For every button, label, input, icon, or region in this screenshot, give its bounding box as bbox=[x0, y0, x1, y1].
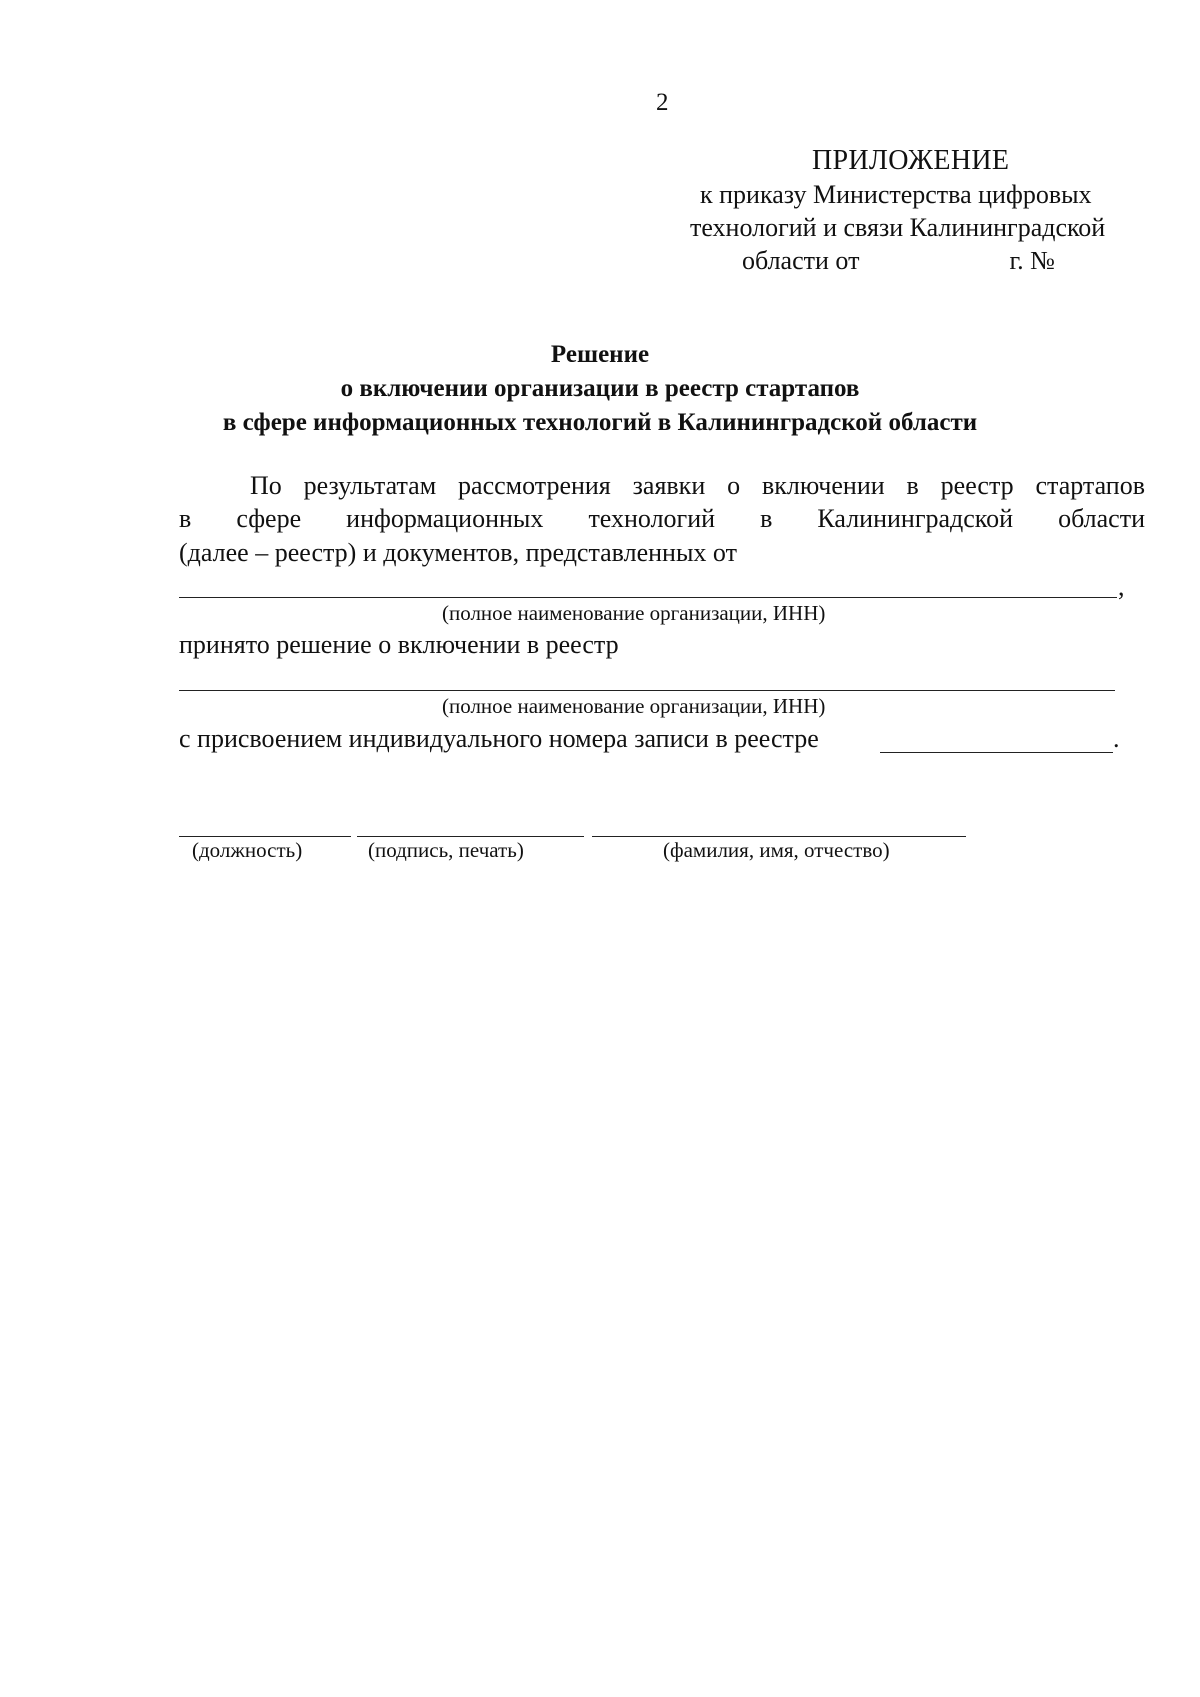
position-caption: (должность) bbox=[192, 838, 303, 862]
signature-caption: (подпись, печать) bbox=[368, 838, 524, 862]
appendix-line-2: технологий и связи Калининградской bbox=[690, 213, 1106, 242]
appendix-line-1: к приказу Министерства цифровых bbox=[700, 180, 1092, 209]
full-name-caption: (фамилия, имя, отчество) bbox=[663, 838, 890, 862]
decision-title-line-3: в сфере информационных технологий в Калининградской области bbox=[222, 409, 978, 436]
decision-title-line-2: о включении организации в реестр стартапов bbox=[340, 375, 860, 402]
page-number: 2 bbox=[656, 89, 669, 116]
record-number-line: с присвоением индивидуального номера записи в реестре bbox=[179, 724, 819, 753]
org-name-blank-2 bbox=[179, 690, 1115, 691]
appendix-number-label: г. № bbox=[1009, 246, 1055, 275]
period: . bbox=[1113, 724, 1120, 753]
comma: , bbox=[1118, 572, 1125, 601]
appendix-line-3 bbox=[742, 246, 1055, 276]
org-caption-2: (полное наименование организации, ИНН) bbox=[442, 694, 826, 718]
paragraph-line-3: (далее – реестр) и документов, представленных от bbox=[179, 538, 737, 567]
appendix-title: ПРИЛОЖЕНИЕ bbox=[812, 145, 1010, 176]
paragraph-line-2: в сфере информационных технологий в Калининградской области bbox=[179, 504, 1145, 533]
decision-line: принято решение о включении в реестр bbox=[179, 630, 619, 659]
paragraph-line-1: По результатам рассмотрения заявки о включении в реестр стартапов bbox=[250, 471, 1145, 500]
decision-title-line-1: Решение bbox=[550, 341, 650, 368]
signature-blank bbox=[357, 836, 584, 837]
appendix-date-label: области от bbox=[742, 246, 860, 275]
org-name-blank-1 bbox=[179, 597, 1117, 598]
record-number-blank bbox=[880, 752, 1113, 753]
position-blank bbox=[179, 836, 351, 837]
org-caption-1: (полное наименование организации, ИНН) bbox=[442, 601, 826, 625]
full-name-blank bbox=[592, 836, 966, 837]
